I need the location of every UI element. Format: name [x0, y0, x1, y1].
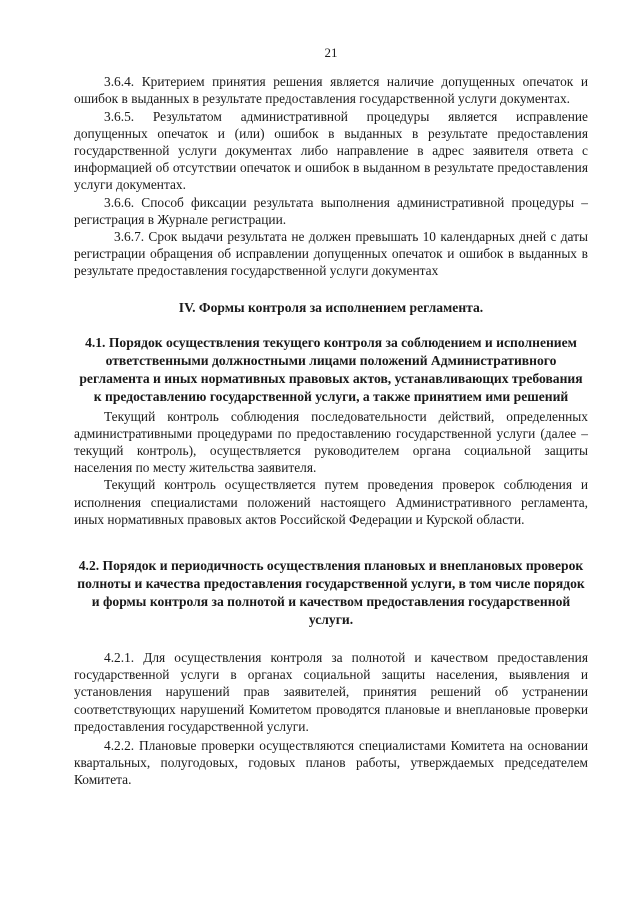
paragraph-4-1-current-control: Текущий контроль соблюдения последовательности действий, определенных административными процедурами по предоставлению государственной услуги (далее – текущий контроль), осуществляется руководителем органа социальной защиты населения по месту жительства заявителя.: [74, 408, 588, 476]
paragraph-4-2-1: 4.2.1. Для осуществления контроля за полнотой и качеством предоставления государственной услуги в органах социальной защиты населения, выявления и установления нарушений прав заявителей, принятия решений об устранении соответствующих нарушений Комитетом проводятся плановые и внеплановые проверки предоставления государственной услуги.: [74, 650, 588, 734]
paragraph-4-1-checks: Текущий контроль осуществляется путем проведения проверок соблюдения и исполнения специалистами положений настоящего Административного регламента, иных нормативных правовых актов Российской Федерации и Курской области.: [74, 477, 588, 527]
paragraph-3-6-7: 3.6.7. Срок выдачи результата не должен превышать 10 календарных дней с даты регистрации обращения об исправлении допущенных опечаток и ошибок в выданных в результате предоставления государственной услуги документах: [74, 229, 588, 279]
subsection-4-1-title: 4.1. Порядок осуществления текущего контроля за соблюдением и исполнением ответственными должностными лицами положений Административного регламента и иных нормативных правовых актов, устанавливающих требования к предоставлению государственной услуги, а также принятием ими решений: [79, 334, 583, 404]
paragraph-3-6-4: 3.6.4. Критерием принятия решения является наличие допущенных опечаток и ошибок в выданных в результате предоставления государственной услуги документах.: [74, 74, 588, 107]
paragraph-3-6-6: 3.6.6. Способ фиксации результата выполнения административной процедуры – регистрация в Журнале регистрации.: [74, 194, 588, 227]
paragraph-4-2-2: 4.2.2. Плановые проверки осуществляются специалистами Комитета на основании квартальных, полугодовых, годовых планов работы, утверждаемых председателем Комитета.: [74, 738, 588, 788]
page-number: 21: [324, 45, 338, 60]
subsection-4-2-title: 4.2. Порядок и периодичность осуществления плановых и внеплановых проверок полноты и качества предоставления государственной услуги, в том числе порядок и формы контроля за полнотой и качеством предоставления государственной услуги.: [77, 558, 585, 628]
paragraph-3-6-5: 3.6.5. Результатом административной процедуры является исправление допущенных опечаток и (или) ошибок в выданных в результате предоставления государственной услуги документах либо направление в адрес заявителя ответа с информацией об отсутствии опечаток и ошибок в выданном в результате предоставления услуги документах.: [74, 108, 588, 193]
section-title: IV. Формы контроля за исполнением регламента.: [178, 299, 484, 315]
